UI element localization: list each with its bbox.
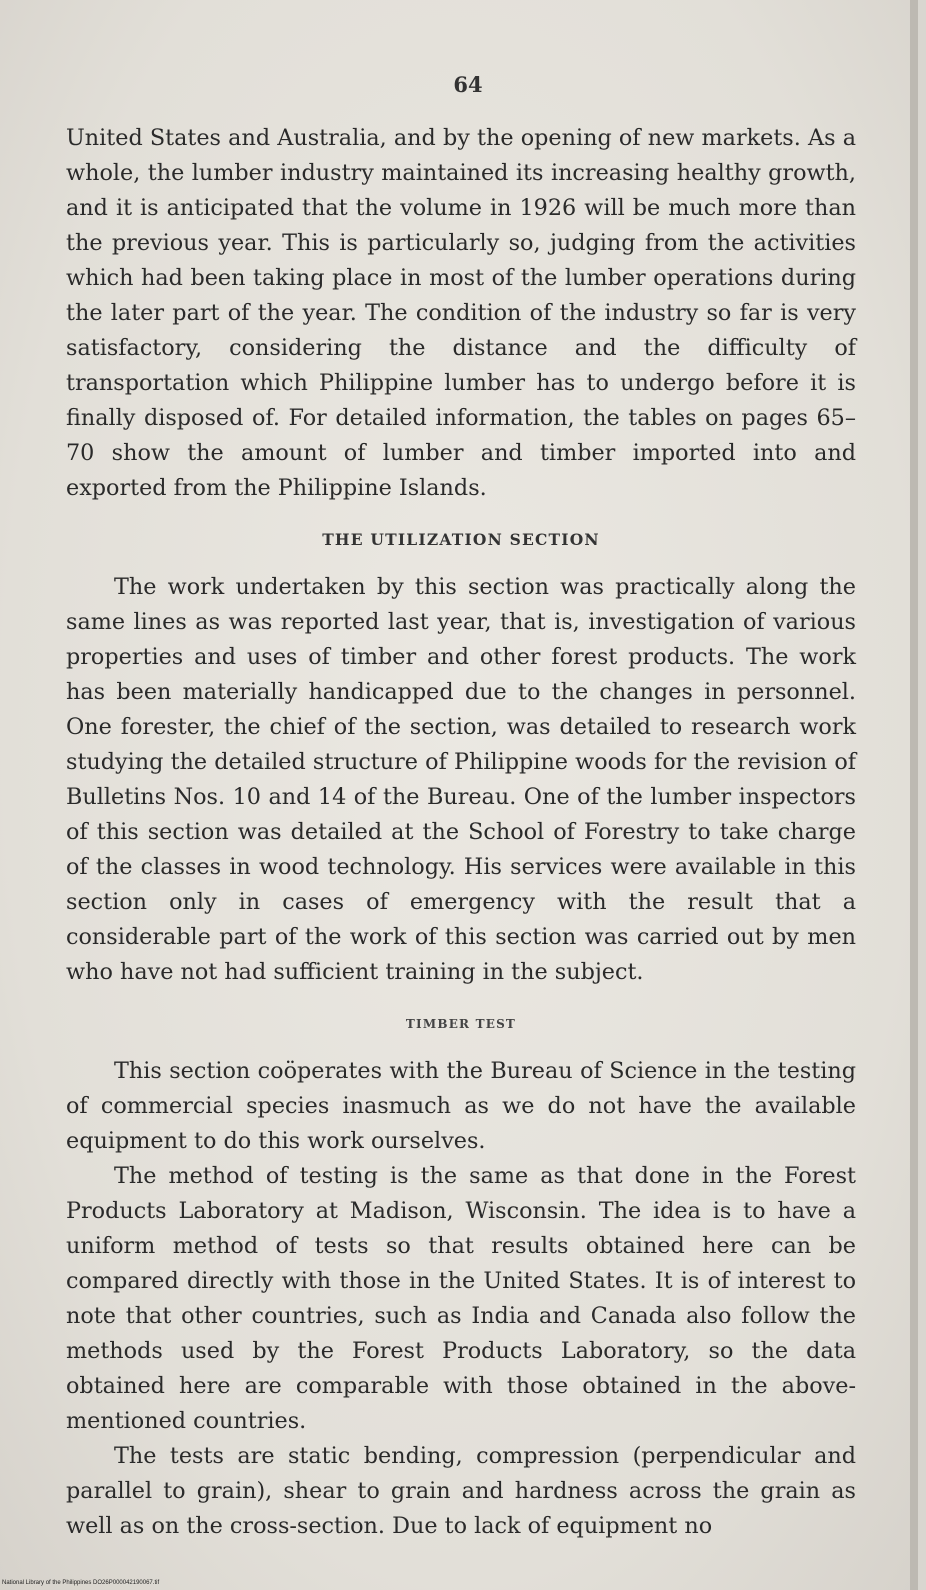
- paragraph-tests: The tests are static bending, compression (perpendicular and parallel to grain), shear to grain and hardness across the grain as well as on the cross-section. Due to lack of equipment no: [66, 1443, 856, 1539]
- page-body: [66, 121, 856, 1544]
- section-heading-utilization: THE UTILIZATION SECTION: [322, 530, 600, 549]
- page-number: 64: [453, 72, 483, 97]
- scan-footer: National Library of the Philippines DO26P000042190067.tif: [2, 1580, 160, 1586]
- paragraph-cooperation: This section coöperates with the Bureau of Science in the testing of commercial species inasmuch as we do not have the available equipment to do this work ourselves.: [66, 1058, 856, 1154]
- paragraph-utilization: The work undertaken by this section was practically along the same lines as was reported last year, that is, investigation of various properties and uses of timber and other forest products. The work has been materially handicapped due to the changes in personnel. One forester, the chief of the section, was detailed to research work studying the detailed structure of Philippine woods for the revision of Bulletins Nos. 10 and 14 of the Bureau. One of the lumber inspectors of this section was detailed at the School of Forestry to take charge of the classes in wood technology. His services were available in this section only in cases of emergency with the result that a considerable part of the work of this section was carried out by men who have not had sufficient training in the subject.: [66, 574, 856, 985]
- paragraph-method: The method of testing is the same as that done in the Forest Products Laboratory at Madison, Wisconsin. The idea is to have a uniform method of tests so that results obtained here can be compared directly with those in the United States. It is of interest to note that other countries, such as India and Canada also follow the methods used by the Forest Products Laboratory, so the data obtained here are comparable with those obtained in the above-mentioned countries.: [66, 1163, 856, 1434]
- page-edge: [910, 0, 918, 1590]
- subheading-timber-test: TIMBER TEST: [405, 1017, 517, 1031]
- paragraph-continued: United States and Australia, and by the opening of new markets. As a whole, the lumber industry maintained its increasing healthy growth, and it is anticipated that the volume in 1926 will be much more than the previous year. This is particularly so, judging from the activities which had been taking place in most of the lumber operations during the later part of the year. The condition of the industry so far is very satisfactory, considering the distance and the difficulty of transportation which Philippine lumber has to undergo before it is finally disposed of. For detailed information, the tables on pages 65–70 show the amount of lumber and timber imported into and exported from the Philippine Islands.: [66, 125, 856, 501]
